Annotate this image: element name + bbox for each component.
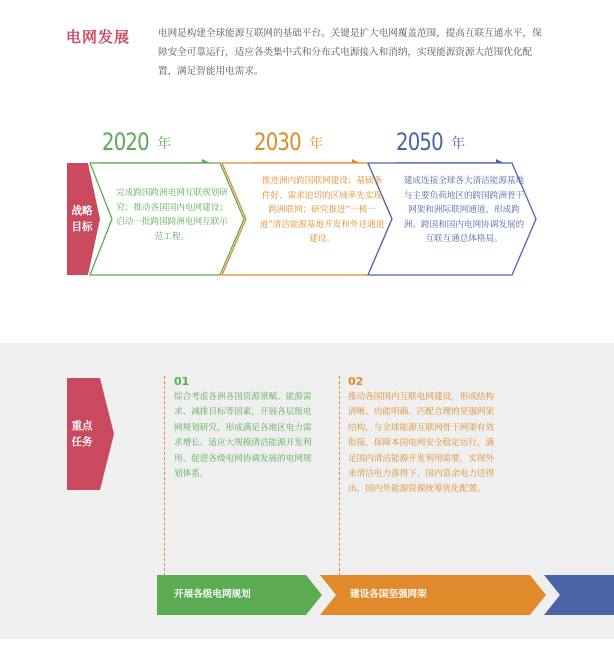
task-text: 推动各国国内互联电网建设，形成结构清晰、功能明确、匹配合理的坚强网架结构，与全球能源互联网骨干网架有效衔接，保障本国电网安全稳定运行，满足国内清洁能源开发利用需要，实现外来清洁电力落得下、国内富余电力送得出，国内外能源资源统筹优化配置。 [348,392,495,495]
year-number: 2050 [396,128,443,156]
task-bar-label: 开展各级电网规划 [174,589,251,600]
task-divider [164,376,165,576]
year-number: 2020 [102,128,149,156]
year-unit: 年 [157,136,172,152]
strategy-label: 战略 目标 [71,205,93,233]
task-bar-label: 建设各国坚强网架 [350,589,427,600]
task-number: 01 [174,375,190,388]
section-description: 电网是构建全球能源互联网的基础平台。关键是扩大电网覆盖范围，提高互联互通水平，保障安全可靠运行，适应各类集中式和分布式电源接入和消纳，实现能源资源大范围优化配置，满足智能用电需求。 [158,28,542,77]
stage-2020-text: 完成跨国跨洲电网互联规划研究；推动各国国内电网建设；启动一批跨国跨洲电网互联示范工程。 [116,188,228,242]
task-bar-blue [544,575,614,615]
task-divider [339,376,340,576]
stage-2030-text: 推进洲内跨国联网建设；基础条件好、需求迫切的区域率先实现跨洲联网；研究推进“一极一道”清洁能源基地开发和外送通道建设。 [259,176,385,245]
tasks-label: 重点 任务 [71,420,93,448]
task-number: 02 [348,375,364,388]
stage-2050-text: 建成连接全球各大清洁能源基地与主要负荷地区的跨国跨洲骨干网架和洲际联网通道，形成跨洲、跨国和国内电网协调发展的互联互通总体格局。 [403,176,525,245]
section-title: 电网发展 [66,28,131,46]
year-number: 2030 [254,128,301,156]
task-text: 综合考虑各洲各国资源禀赋、能源需求、减排目标等因素，开展各层级电网规划研究，形成满足各地区电力需求增长、适应大规模清洁能源开发利用、促进各级电网协调发展的电网规划体系。 [174,392,312,480]
year-unit: 年 [451,136,466,152]
year-unit: 年 [309,136,324,152]
